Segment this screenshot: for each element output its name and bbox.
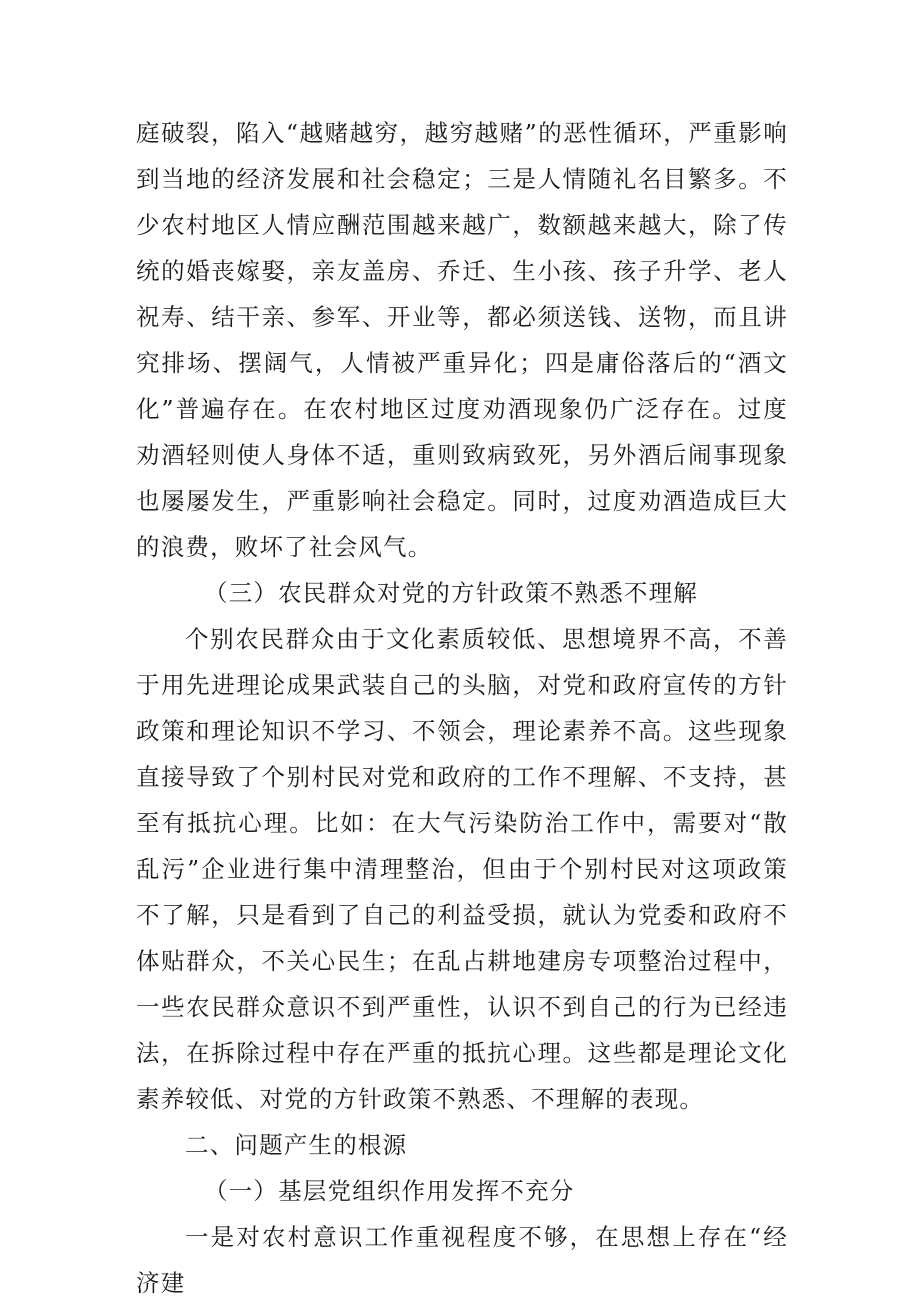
body-paragraph-start: 一是对农村意识工作重视程度不够，在思想上存在“经济建 (136, 1223, 788, 1297)
document-body (136, 110, 788, 1306)
section-heading-one: （一）基层党组织作用发挥不充分 (204, 1177, 575, 1205)
chapter-heading-root-causes: 二、问题产生的根源 (185, 1131, 408, 1159)
section-heading-three: （三）农民群众对党的方针政策不熟悉不理解 (204, 579, 698, 607)
body-paragraph-continued: 庭破裂，陷入“越赌越穷，越穷越赌”的恶性循环，严重影响到当地的经济发展和社会稳定；三是人情随礼名目繁多。不少农村地区人情应酬范围越来越广，数额越来越大，除了传统的婚丧嫁娶，亲友盖房、乔迁、生小孩、孩子升学、老人祝寿、结干亲、参军、开业等，都必须送钱、送物，而且讲究排场、摆阔气，人情被严重异化；四是庸俗落后的“酒文化”普遍存在。在农村地区过度劝酒现象仍广泛存在。过度劝酒轻则使人身体不适，重则致病致死，另外酒后闹事现象也屡屡发生，严重影响社会稳定。同时，过度劝酒造成巨大的浪费，败坏了社会风气。 (136, 119, 788, 561)
body-paragraph-policy-understanding: 个别农民群众由于文化素质较低、思想境界不高，不善于用先进理论成果武装自己的头脑，对党和政府宣传的方针政策和理论知识不学习、不领会，理论素养不高。这些现象直接导致了个别村民对党和政府的工作不理解、不支持，甚至有抵抗心理。比如：在大气污染防治工作中，需要对“散乱污”企业进行集中清理整治，但由于个别村民对这项政策不了解，只是看到了自己的利益受损，就认为党委和政府不体贴群众，不关心民生；在乱占耕地建房专项整治过程中，一些农民群众意识不到严重性，认识不到自己的行为已经违法，在拆除过程中存在严重的抵抗心理。这些都是理论文化素养较低、对党的方针政策不熟悉、不理解的表现。 (136, 625, 788, 1113)
